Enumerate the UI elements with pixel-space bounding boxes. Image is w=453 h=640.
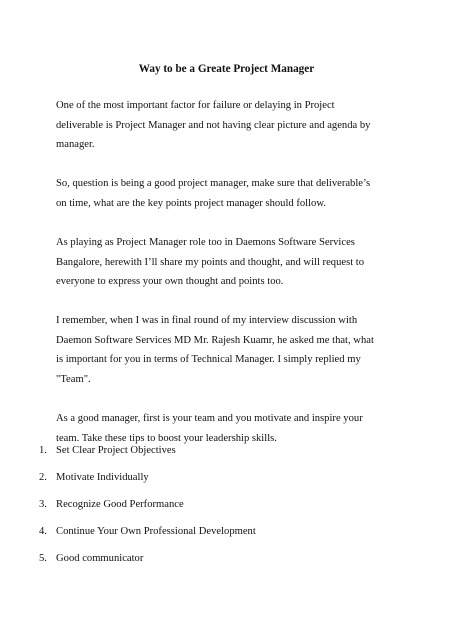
list-item-text: Motivate Individually [56,472,149,483]
paragraph-line: everyone to express your own thought and points too. [56,276,284,288]
list-item [39,525,419,552]
paragraph-line: As playing as Project Manager role too in Daemons Software Services [56,236,355,248]
paragraph-line: deliverable is Project Manager and not having clear picture and agenda by [56,119,371,131]
paragraph-line: team. Take these tips to boost your leadership skills. [56,432,277,444]
paragraph-line: I remember, when I was in final round of my interview discussion with [56,315,358,327]
list-item [39,444,419,471]
paragraph-line: One of the most important factor for failure or delaying in Project [56,100,335,111]
paragraph-line: As a good manager, first is your team and you motivate and inspire your [56,413,363,425]
list-item [39,471,419,498]
paragraph-line: Bangalore, herewith I’ll share my points and thought, and will request to [56,256,365,268]
list-item-text: Good communicator [56,553,144,564]
list-item [39,552,419,579]
list-item [39,498,419,525]
list-item-number: 2. [39,472,47,483]
paragraph-line: "Team". [56,374,91,386]
list-item-text: Continue Your Own Professional Development [56,526,256,537]
paragraph-question [56,174,406,213]
paragraph-line: on time, what are the key points project manager should follow. [56,197,326,209]
tips-list [39,444,419,579]
list-item-text: Set Clear Project Objectives [56,445,176,456]
paragraph-line: manager. [56,139,95,151]
document-title: Way to be a Greate Project Manager [138,63,315,75]
paragraph-line: Daemon Software Services MD Mr. Rajesh Kuamr, he asked me that, what [56,334,374,346]
list-item-number: 4. [39,526,47,537]
document-body [56,96,406,468]
list-item-number: 3. [39,499,47,510]
list-item-text: Recognize Good Performance [56,499,184,510]
paragraph-role [56,233,406,292]
paragraph-interview [56,311,406,389]
paragraph-line: is important for you in terms of Technical Manager. I simply replied my [56,354,361,366]
paragraph-intro [56,96,406,155]
paragraph-line: So, question is being a good project manager, make sure that deliverable’s [56,178,371,190]
paragraph-tips-intro [56,409,406,448]
list-item-number: 1. [39,445,47,456]
list-item-number: 5. [39,553,47,564]
